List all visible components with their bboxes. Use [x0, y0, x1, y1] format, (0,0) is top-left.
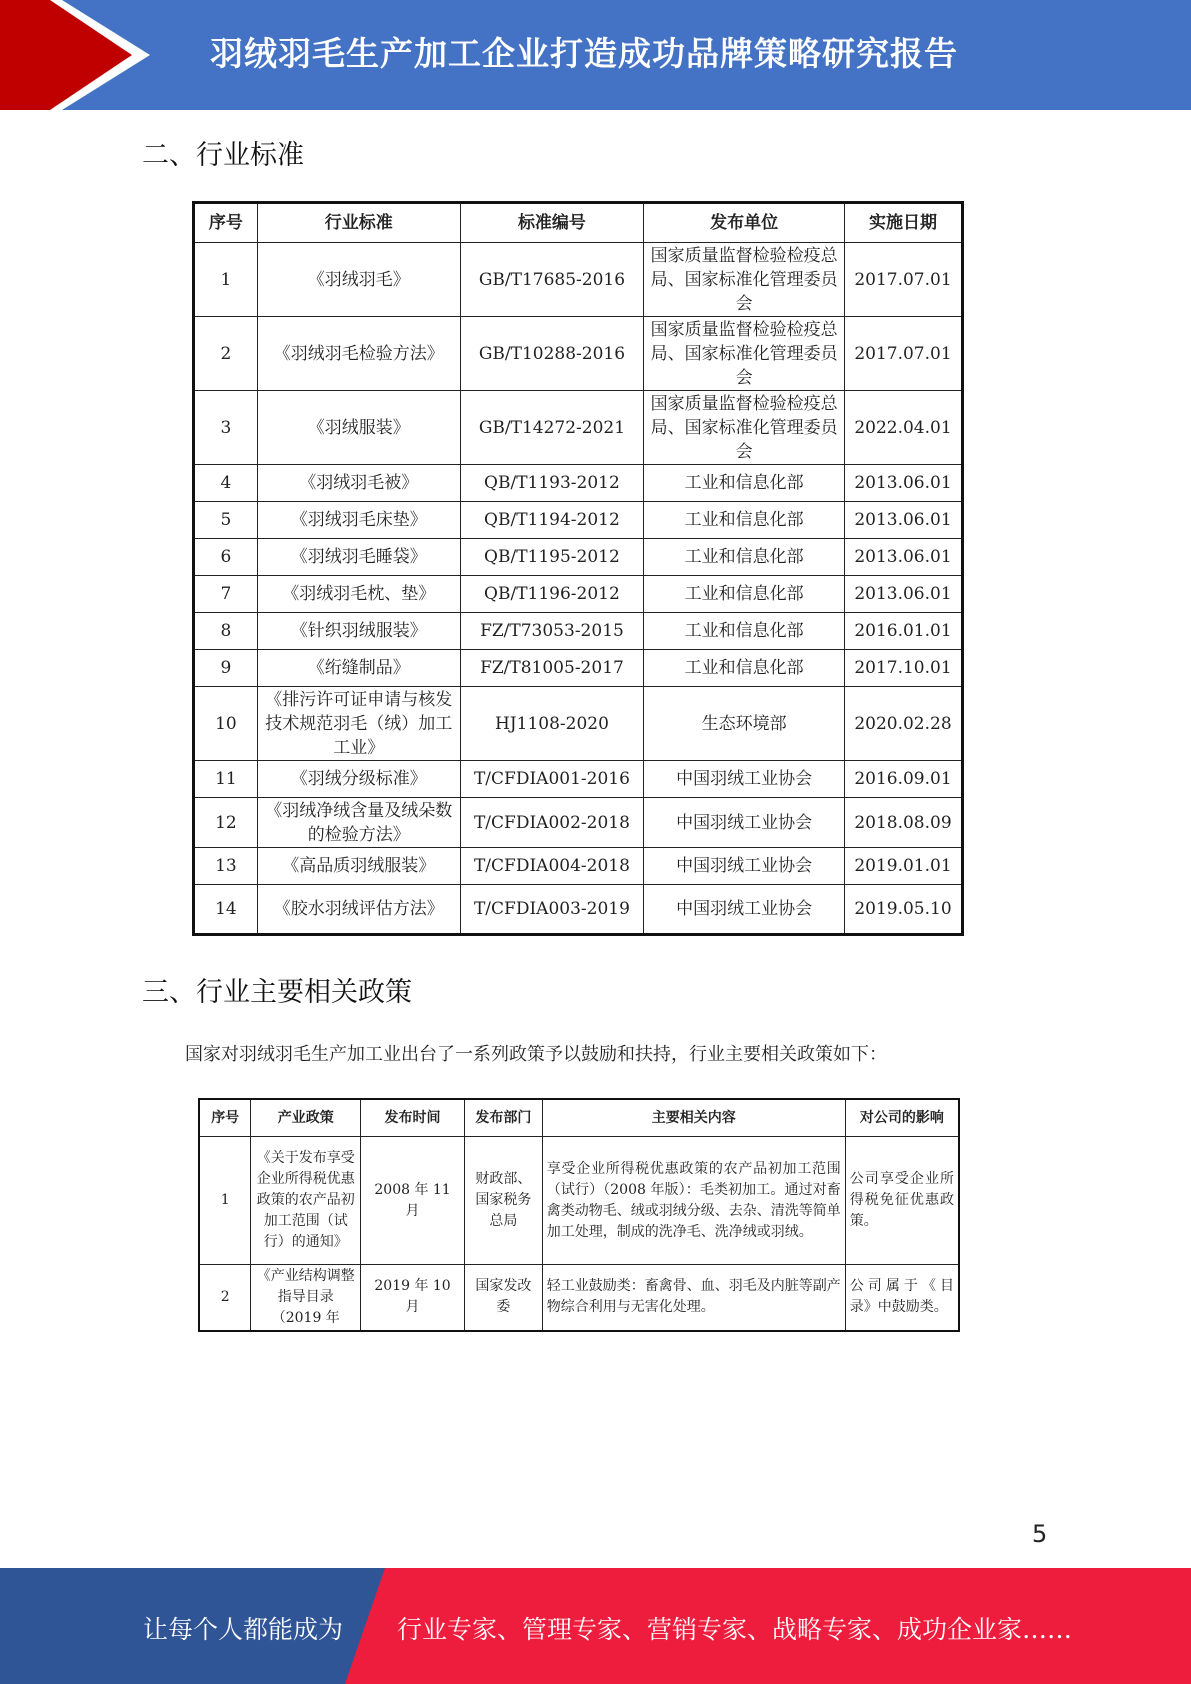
table-cell: 7	[194, 576, 258, 613]
table-cell: 13	[194, 848, 258, 885]
table-cell: 《高品质羽绒服装》	[257, 848, 460, 885]
footer-slogan-right: 行业专家、管理专家、营销专家、战略专家、成功企业家……	[397, 1615, 1073, 1644]
table-cell: 国家发改委	[464, 1265, 542, 1331]
header-arrow-decoration	[0, 0, 220, 110]
table-row	[194, 613, 963, 650]
table-row	[194, 502, 963, 539]
section-heading-industry-policies: 三、行业主要相关政策	[142, 977, 412, 1008]
table-cell: 工业和信息化部	[644, 502, 845, 539]
column-header: 行业标准	[257, 203, 460, 243]
table-cell: 国家质量监督检验检疫总局、国家标准化管理委员会	[644, 243, 845, 317]
table-cell: 1	[194, 243, 258, 317]
table-cell: GB/T17685-2016	[460, 243, 644, 317]
table-cell: T/CFDIA001-2016	[460, 761, 644, 798]
table-cell: 公司属于《目录》中鼓励类。	[845, 1265, 959, 1331]
table-cell: 2022.04.01	[845, 391, 963, 465]
table-cell: 《羽绒羽毛》	[257, 243, 460, 317]
table-row	[194, 650, 963, 687]
table-cell: 2013.06.01	[845, 465, 963, 502]
table-cell: 中国羽绒工业协会	[644, 885, 845, 935]
table-cell: 2020.02.28	[845, 687, 963, 761]
table-cell: 国家质量监督检验检疫总局、国家标准化管理委员会	[644, 391, 845, 465]
table-cell: 10	[194, 687, 258, 761]
table-cell: 中国羽绒工业协会	[644, 761, 845, 798]
page-number: 5	[1032, 1520, 1048, 1548]
table-cell: 2019.05.10	[845, 885, 963, 935]
table-row	[199, 1137, 959, 1265]
column-header: 序号	[199, 1099, 251, 1137]
table-cell: 2013.06.01	[845, 576, 963, 613]
table-cell: 工业和信息化部	[644, 465, 845, 502]
table-cell: 2019 年 10 月	[361, 1265, 465, 1331]
table-cell: 《针织羽绒服装》	[257, 613, 460, 650]
table-cell: T/CFDIA003-2019	[460, 885, 644, 935]
table-cell: 工业和信息化部	[644, 613, 845, 650]
table-cell: 《绗缝制品》	[257, 650, 460, 687]
table-cell: 2008 年 11 月	[361, 1137, 465, 1265]
table-cell: 5	[194, 502, 258, 539]
table-cell: 《羽绒净绒含量及绒朵数的检验方法》	[257, 798, 460, 848]
table-row	[199, 1265, 959, 1331]
table-cell: T/CFDIA004-2018	[460, 848, 644, 885]
table-cell: 生态环境部	[644, 687, 845, 761]
table-cell: 9	[194, 650, 258, 687]
table-cell: 14	[194, 885, 258, 935]
table-cell: 工业和信息化部	[644, 650, 845, 687]
table-row	[194, 391, 963, 465]
table-row	[194, 243, 963, 317]
table-row	[194, 317, 963, 391]
table-cell: 公司享受企业所得税免征优惠政策。	[845, 1137, 959, 1265]
table-cell: 6	[194, 539, 258, 576]
table-cell: 国家质量监督检验检疫总局、国家标准化管理委员会	[644, 317, 845, 391]
table-cell: QB/T1195-2012	[460, 539, 644, 576]
table-cell: QB/T1193-2012	[460, 465, 644, 502]
table-cell: HJ1108-2020	[460, 687, 644, 761]
table-cell: 2018.08.09	[845, 798, 963, 848]
column-header: 主要相关内容	[542, 1099, 845, 1137]
industry-policies-table	[198, 1098, 960, 1332]
table-cell: 2013.06.01	[845, 502, 963, 539]
table-cell: 《排污许可证申请与核发技术规范羽毛（绒）加工工业》	[257, 687, 460, 761]
column-header: 对公司的影响	[845, 1099, 959, 1137]
policy-intro-paragraph: 国家对羽绒羽毛生产加工业出台了一系列政策予以鼓励和扶持，行业主要相关政策如下：	[185, 1044, 887, 1065]
table-cell: 8	[194, 613, 258, 650]
report-title: 羽绒羽毛生产加工企业打造成功品牌策略研究报告	[210, 34, 958, 73]
table-row	[194, 576, 963, 613]
table-row	[194, 687, 963, 761]
table-cell: QB/T1196-2012	[460, 576, 644, 613]
table-cell: FZ/T81005-2017	[460, 650, 644, 687]
table-cell: 1	[199, 1137, 251, 1265]
table-header-row	[194, 203, 963, 243]
table-cell: 工业和信息化部	[644, 576, 845, 613]
table-cell: 2	[194, 317, 258, 391]
table-cell: 中国羽绒工业协会	[644, 798, 845, 848]
table-cell: GB/T10288-2016	[460, 317, 644, 391]
table-cell: 2	[199, 1265, 251, 1331]
table-cell: 《关于发布享受企业所得税优惠政策的农产品初加工范围（试行）的通知》	[251, 1137, 361, 1265]
table-cell: 《胶水羽绒评估方法》	[257, 885, 460, 935]
table-cell: 轻工业鼓励类：畜禽骨、血、羽毛及内脏等副产物综合利用与无害化处理。	[542, 1265, 845, 1331]
footer-slogan-left: 让每个人都能成为	[143, 1615, 344, 1644]
table-row	[194, 885, 963, 935]
table-row	[194, 798, 963, 848]
table-cell: 中国羽绒工业协会	[644, 848, 845, 885]
column-header: 发布部门	[464, 1099, 542, 1137]
column-header: 发布时间	[361, 1099, 465, 1137]
table-cell: 12	[194, 798, 258, 848]
table-cell: 财政部、国家税务总局	[464, 1137, 542, 1265]
table-cell: 《羽绒分级标准》	[257, 761, 460, 798]
table-row	[194, 761, 963, 798]
table-row	[194, 465, 963, 502]
table-header-row	[199, 1099, 959, 1137]
table-cell: FZ/T73053-2015	[460, 613, 644, 650]
column-header: 产业政策	[251, 1099, 361, 1137]
table-cell: 《羽绒羽毛床垫》	[257, 502, 460, 539]
table-cell: 4	[194, 465, 258, 502]
column-header: 实施日期	[845, 203, 963, 243]
table-cell: 2019.01.01	[845, 848, 963, 885]
column-header: 序号	[194, 203, 258, 243]
table-cell: 《羽绒羽毛被》	[257, 465, 460, 502]
table-cell: 享受企业所得税优惠政策的农产品初加工范围（试行）（2008 年版）：毛类初加工。通过对畜禽类动物毛、绒或羽绒分级、去杂、清洗等简单加工处理，制成的洗净毛、洗净绒或羽绒。	[542, 1137, 845, 1265]
table-cell: 工业和信息化部	[644, 539, 845, 576]
table-cell: 2016.01.01	[845, 613, 963, 650]
table-cell: 2017.07.01	[845, 243, 963, 317]
table-cell: 《羽绒服装》	[257, 391, 460, 465]
table-cell: GB/T14272-2021	[460, 391, 644, 465]
section-heading-industry-standards: 二、行业标准	[142, 140, 304, 171]
table-cell: 《羽绒羽毛枕、垫》	[257, 576, 460, 613]
table-cell: 《羽绒羽毛检验方法》	[257, 317, 460, 391]
column-header: 发布单位	[644, 203, 845, 243]
column-header: 标准编号	[460, 203, 644, 243]
table-cell: 2013.06.01	[845, 539, 963, 576]
table-row	[194, 539, 963, 576]
table-cell: 11	[194, 761, 258, 798]
table-cell: 《羽绒羽毛睡袋》	[257, 539, 460, 576]
table-cell: 2017.10.01	[845, 650, 963, 687]
industry-standards-table	[192, 201, 964, 936]
table-cell: 2017.07.01	[845, 317, 963, 391]
table-cell: T/CFDIA002-2018	[460, 798, 644, 848]
table-row	[194, 848, 963, 885]
table-cell: 3	[194, 391, 258, 465]
header-banner	[0, 0, 1191, 110]
table-cell: QB/T1194-2012	[460, 502, 644, 539]
footer-banner	[0, 1568, 1191, 1684]
table-cell: 2016.09.01	[845, 761, 963, 798]
table-cell: 《产业结构调整指导目录（2019 年	[251, 1265, 361, 1331]
